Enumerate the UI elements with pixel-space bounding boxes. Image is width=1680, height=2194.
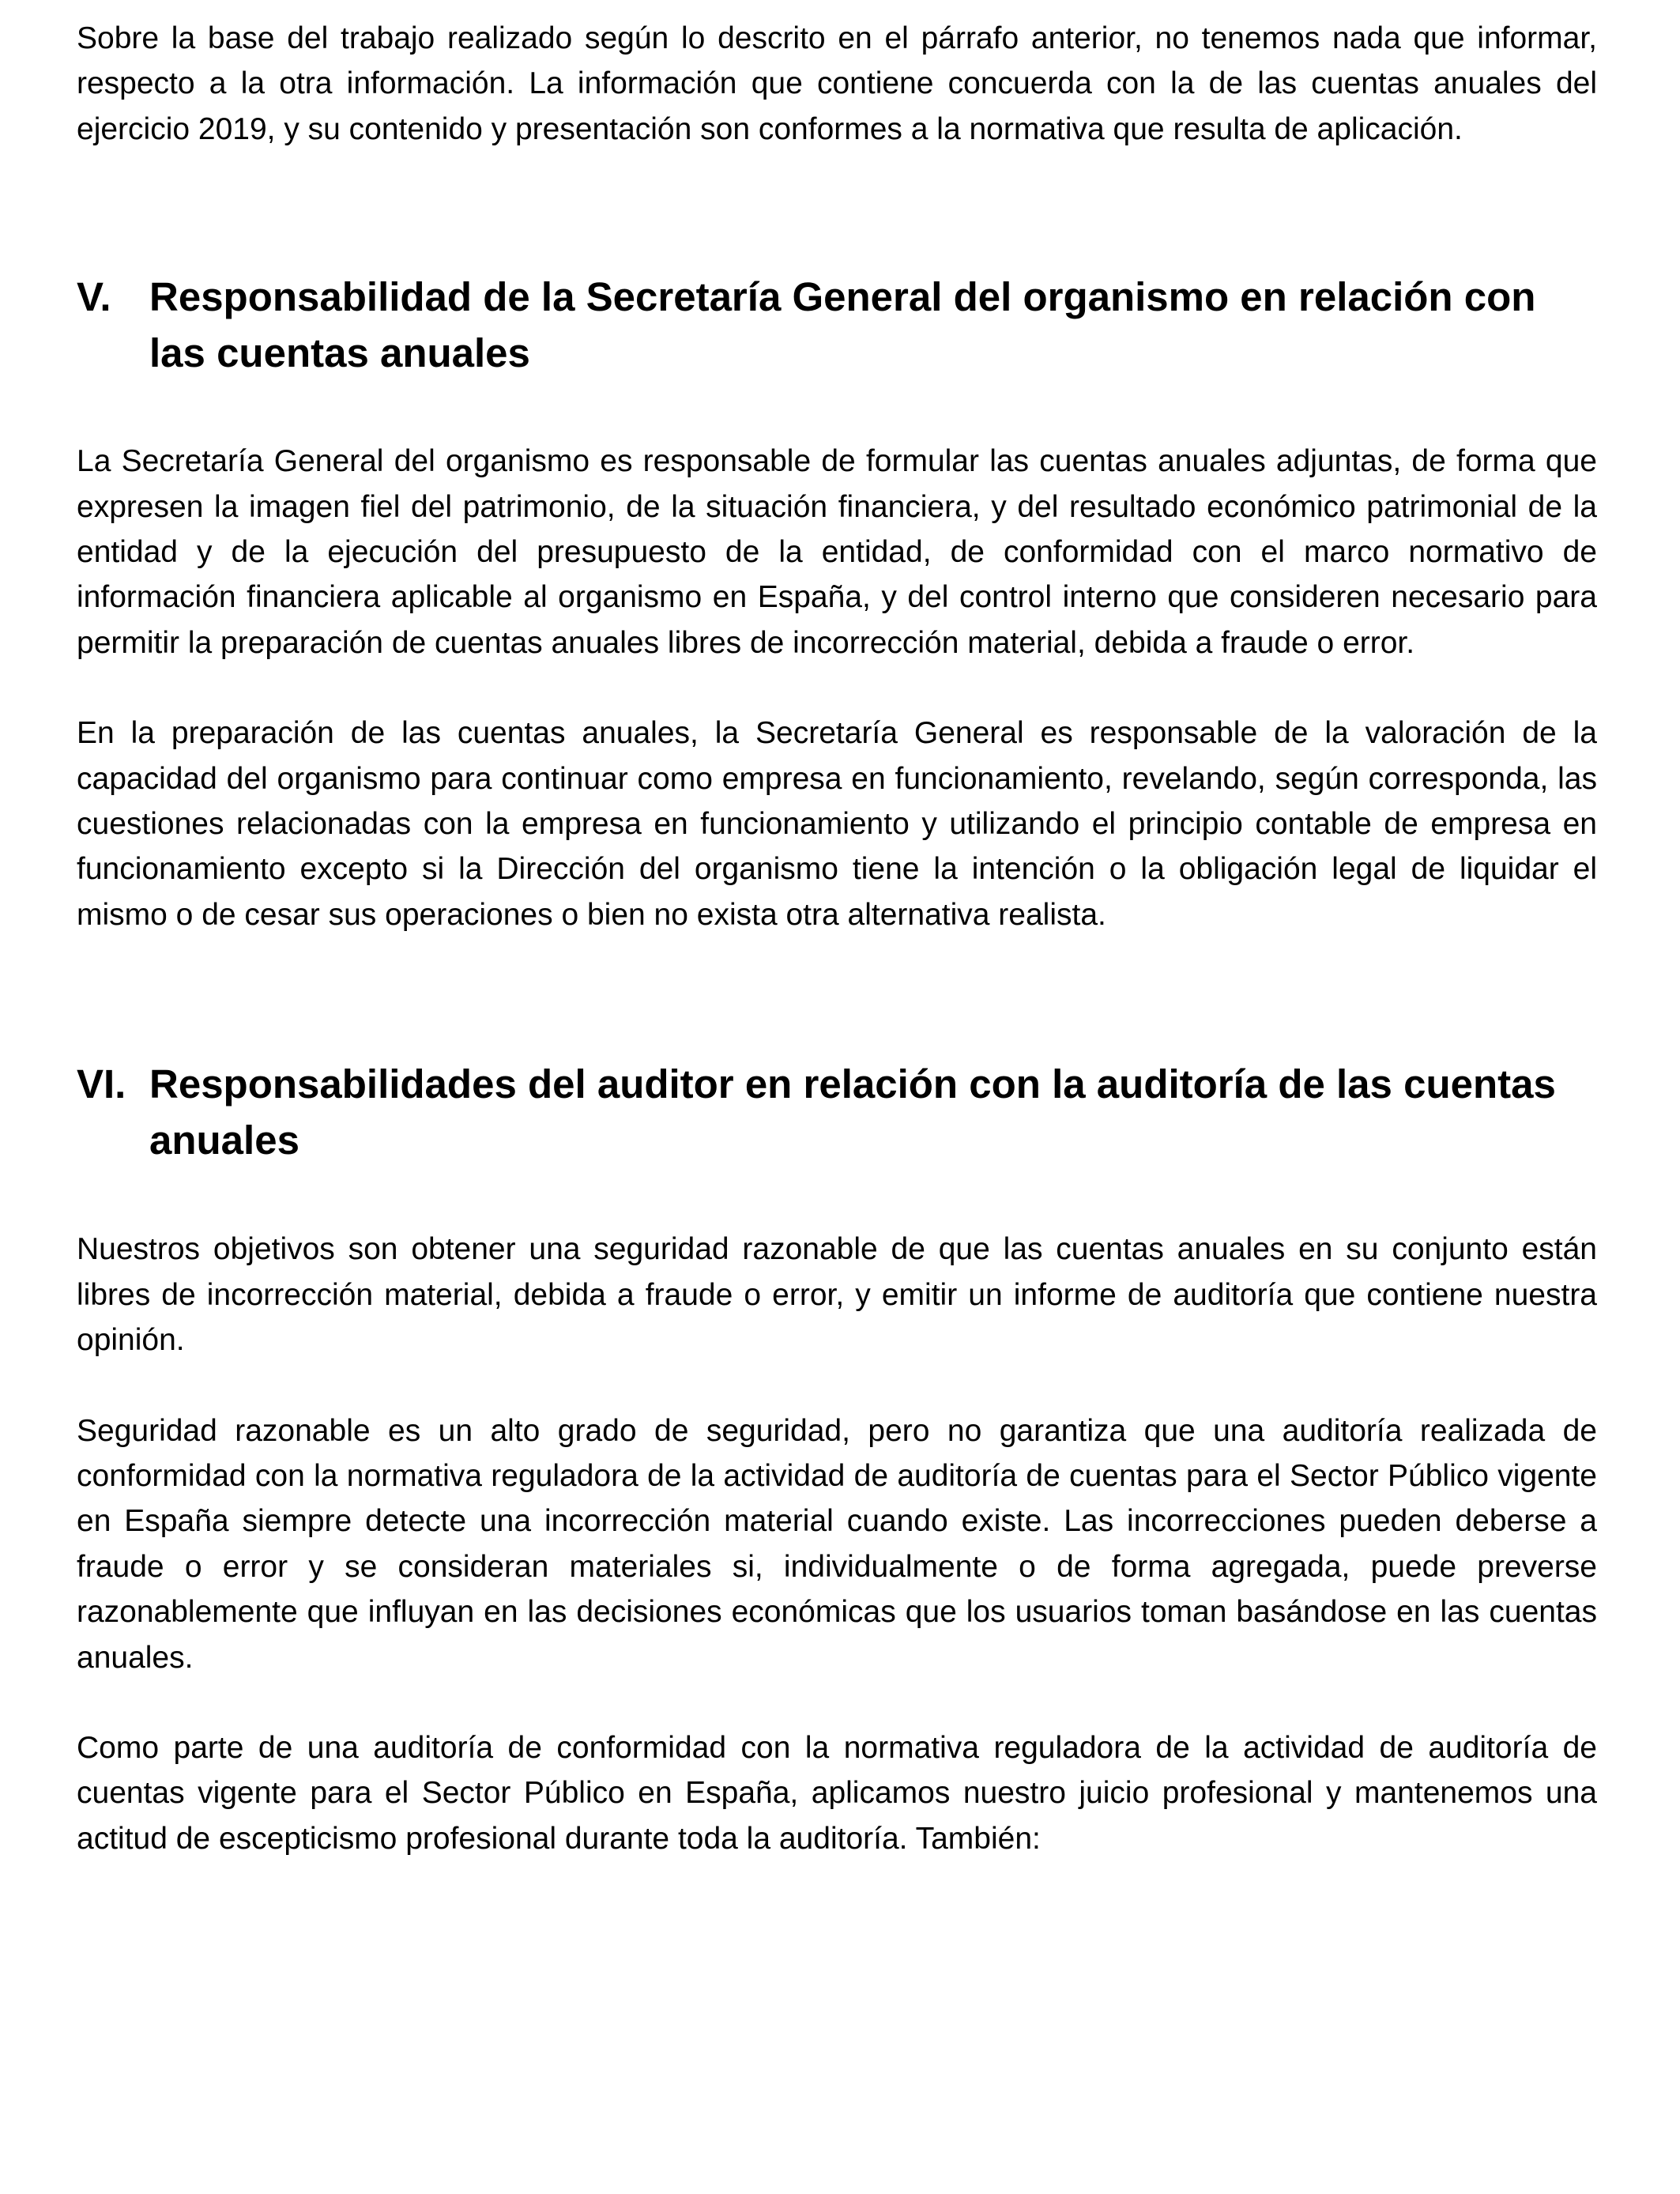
document-page xyxy=(77,16,1597,1861)
section-vi-paragraph-2: Seguridad razonable es un alto grado de seguridad, pero no garantiza que una auditoría realizada de conformidad con la normativa reguladora de la actividad de auditoría de cuentas para el Sector Público vigente en España siempre detecte una incorrección material cuando existe. Las incorrecciones pueden deberse a fraude o error y se consideran materiales si, individualmente o de forma agregada, puede preverse razonablemente que influyan en las decisiones económicas que los usuarios toman basándose en las cuentas anuales. xyxy=(77,1413,1597,1675)
section-vi-paragraph-1: Nuestros objetivos son obtener una seguridad razonable de que las cuentas anuales en su conjunto están libres de incorrección material, debida a fraude o error, y emitir un informe de auditoría que contiene nuestra opinión. xyxy=(77,1232,1597,1358)
section-vi-paragraph-3: Como parte de una auditoría de conformidad con la normativa reguladora de la actividad de auditoría de cuentas vigente para el Sector Público en España, aplicamos nuestro juicio profesional y mantenemos una actitud de escepticismo profesional durante toda la auditoría. También: xyxy=(77,1730,1597,1856)
section-v-paragraph-1: La Secretaría General del organismo es responsable de formular las cuentas anuales adjuntas, de forma que expresen la imagen fiel del patrimonio, de la situación financiera, y del resultado económico patrimonial de la entidad y de la ejecución del presupuesto de la entidad, de conformidad con el marco normativo de información financiera aplicable al organismo en España, y del control interno que consideren necesario para permitir la preparación de cuentas anuales libres de incorrección material, debida a fraude o error. xyxy=(77,444,1597,660)
section-v-number: V. xyxy=(77,274,111,320)
section-vi-heading xyxy=(77,1056,1597,1168)
section-vi-number: VI. xyxy=(77,1061,126,1107)
intro-paragraph: Sobre la base del trabajo realizado según lo descrito en el párrafo anterior, no tenemos nada que informar, respecto a la otra información. La información que contiene concuerda con la de las cuentas anuales del ejercicio 2019, y su contenido y presentación son conformes a la normativa que resulta de aplicación. xyxy=(77,21,1597,146)
section-v-title: Responsabilidad de la Secretaría General del organismo en relación con las cuentas anuales xyxy=(149,274,1536,376)
section-v-heading xyxy=(77,269,1597,381)
section-vi-title: Responsabilidades del auditor en relación con la auditoría de las cuentas anuales xyxy=(149,1061,1556,1163)
section-v-paragraph-2: En la preparación de las cuentas anuales, la Secretaría General es responsable de la valoración de la capacidad del organismo para continuar como empresa en funcionamiento, revelando, según corresponda, las cuestiones relacionadas con la empresa en funcionamiento y utilizando el principio contable de empresa en funcionamiento excepto si la Dirección del organismo tiene la intención o la obligación legal de liquidar el mismo o de cesar sus operaciones o bien no exista otra alternativa realista. xyxy=(77,716,1597,932)
